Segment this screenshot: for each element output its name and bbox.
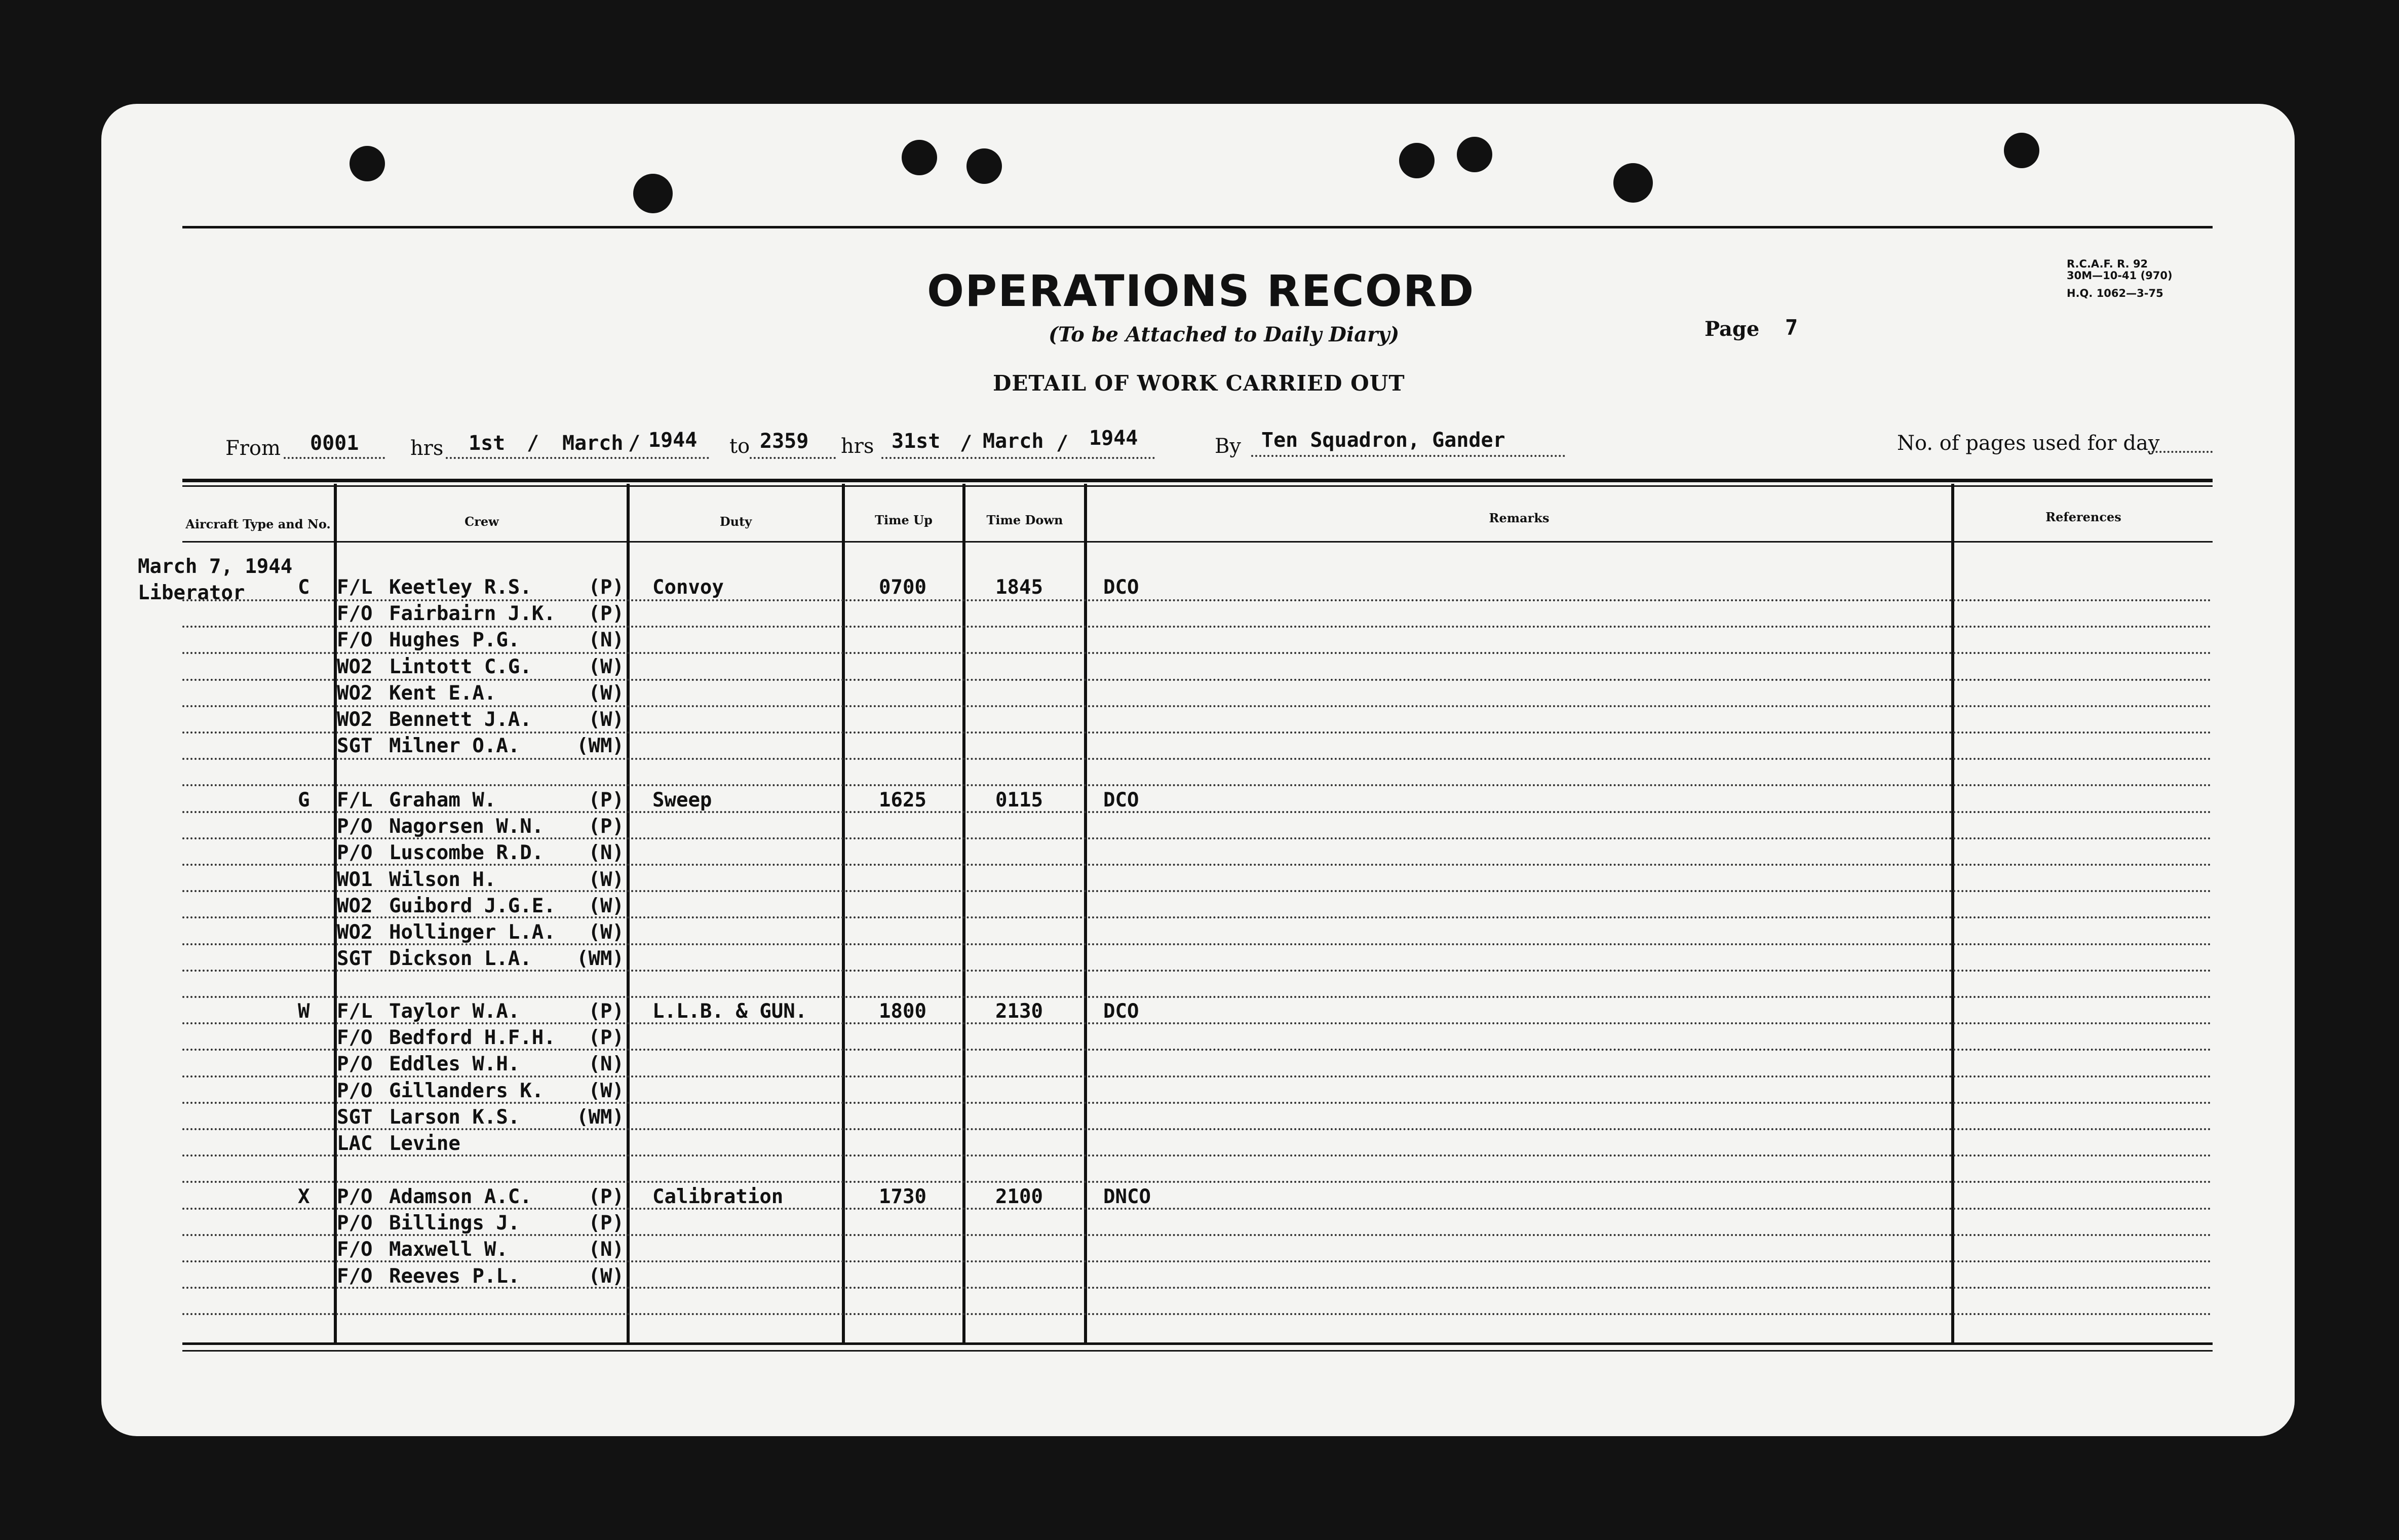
punch-hole [1399, 143, 1435, 178]
crew-role: (W) [588, 708, 624, 731]
crew-role: (P) [588, 1026, 624, 1049]
crew-rank: F/L [337, 1000, 373, 1023]
punch-hole [2004, 133, 2039, 168]
remarks: DCO [1103, 576, 1139, 599]
crew-rank: SGT [337, 1106, 373, 1129]
crew-rank: P/O [337, 1053, 373, 1075]
crew-name: Levine [389, 1132, 460, 1155]
by-unit: Ten Squadron, Gander [1261, 429, 1505, 452]
crew-name: Gillanders K. [389, 1080, 544, 1102]
to-time: 2359 [760, 430, 809, 453]
row-rule [182, 758, 2213, 760]
column-divider [842, 484, 845, 1345]
column-divider [627, 484, 630, 1345]
crew-name: Guibord J.G.E. [389, 895, 556, 917]
detail-heading: DETAIL OF WORK CARRIED OUT [993, 371, 1405, 396]
crew-rank: WO2 [337, 656, 373, 678]
time-down: 0115 [995, 789, 1043, 812]
to-label: to [729, 435, 750, 458]
column-header-time-up: Time Up [875, 513, 933, 527]
crew-role: (P) [588, 602, 624, 625]
crew-role: (W) [588, 1265, 624, 1288]
crew-rank: P/O [337, 1212, 373, 1235]
crew-name: Hollinger L.A. [389, 921, 556, 944]
crew-rank: P/O [337, 815, 373, 838]
crew-role: (N) [588, 1238, 624, 1261]
crew-role: (P) [588, 789, 624, 812]
crew-name: Bedford H.F.H. [389, 1026, 556, 1049]
crew-name: Taylor W.A. [389, 1000, 520, 1023]
row-rule [182, 599, 2213, 601]
table-bottom-rule-2 [182, 1350, 2213, 1352]
crew-rank: SGT [337, 947, 373, 970]
page-number: 7 [1785, 315, 1798, 340]
crew-role: (N) [588, 841, 624, 864]
separator-slash: / [527, 432, 539, 455]
time-down: 2100 [995, 1185, 1043, 1208]
column-divider [1951, 484, 1954, 1345]
page-label: Page [1705, 317, 1760, 341]
crew-name: Eddles W.H. [389, 1053, 520, 1075]
duty: Calibration [652, 1185, 784, 1208]
crew-role: (WM) [576, 1106, 624, 1129]
column-header-crew: Crew [465, 514, 499, 529]
crew-name: Keetley R.S. [389, 576, 532, 599]
crew-name: Dickson L.A. [389, 947, 532, 970]
crew-rank: F/O [337, 1026, 373, 1049]
punch-hole [1457, 137, 1492, 172]
to-day: 31st [892, 430, 941, 453]
punch-hole [350, 146, 385, 181]
from-date-underline [446, 457, 709, 459]
crew-rank: WO1 [337, 868, 373, 891]
crew-rank: SGT [337, 735, 373, 757]
by-underline [1251, 455, 1565, 457]
from-month: March [562, 432, 624, 455]
crew-rank: WO2 [337, 921, 373, 944]
aircraft-type: Liberator [138, 582, 245, 604]
crew-rank: P/O [337, 1080, 373, 1102]
crew-rank: F/O [337, 602, 373, 625]
aircraft-letter: C [298, 576, 310, 599]
crew-role: (P) [588, 1000, 624, 1023]
to-year: 1944 [1089, 427, 1138, 450]
punch-hole [1613, 163, 1653, 203]
table-top-rule [182, 479, 2213, 482]
hrs-label: hrs [841, 435, 874, 458]
crew-name: Bennett J.A. [389, 708, 532, 731]
top-rule [182, 226, 2213, 228]
punch-hole [966, 148, 1002, 184]
crew-role: (N) [588, 1053, 624, 1075]
crew-rank: P/O [337, 841, 373, 864]
remarks: DCO [1103, 1000, 1139, 1023]
row-rule [182, 705, 2213, 707]
hrs-label: hrs [410, 437, 444, 460]
crew-role: (W) [588, 656, 624, 678]
row-rule [182, 626, 2213, 628]
time-up: 0700 [879, 576, 926, 599]
pages-used-underline [2148, 451, 2213, 453]
crew-role: (W) [588, 868, 624, 891]
duty: Convoy [652, 576, 724, 599]
time-up: 1800 [879, 1000, 926, 1023]
column-header-references: References [2045, 510, 2121, 524]
to-month: March [983, 430, 1044, 453]
header-bottom-rule [182, 541, 2213, 543]
time-down: 1845 [995, 576, 1043, 599]
crew-rank: F/O [337, 1265, 373, 1288]
crew-name: Hughes P.G. [389, 629, 520, 651]
time-up: 1625 [879, 789, 926, 812]
entry-date: March 7, 1944 [138, 555, 293, 578]
crew-rank: F/O [337, 629, 373, 651]
crew-name: Luscombe R.D. [389, 841, 544, 864]
punch-hole [902, 140, 937, 175]
row-rule [182, 652, 2213, 654]
crew-role: (W) [588, 1080, 624, 1102]
crew-name: Graham W. [389, 789, 496, 812]
crew-role: (P) [588, 1185, 624, 1208]
punch-hole [633, 174, 673, 213]
to-date-underline [881, 457, 1155, 459]
crew-name: Fairbairn J.K. [389, 602, 556, 625]
crew-name: Kent E.A. [389, 682, 496, 705]
crew-rank: LAC [337, 1132, 373, 1155]
remarks: DNCO [1103, 1185, 1151, 1208]
crew-role: (N) [588, 629, 624, 651]
page-subtitle: (To be Attached to Daily Diary) [1049, 323, 1400, 346]
column-header-aircraft: Aircraft Type and No. [185, 517, 331, 531]
page-title: OPERATIONS RECORD [927, 266, 1475, 317]
remarks: DCO [1103, 789, 1139, 812]
crew-name: Adamson A.C. [389, 1185, 532, 1208]
from-year: 1944 [648, 429, 698, 452]
crew-name: Wilson H. [389, 868, 496, 891]
crew-rank: WO2 [337, 708, 373, 731]
crew-rank: F/L [337, 576, 373, 599]
by-label: By [1215, 435, 1241, 458]
aircraft-letter: W [298, 1000, 310, 1023]
row-rule [182, 1154, 2213, 1157]
column-divider [962, 484, 965, 1345]
from-label: From [225, 437, 281, 460]
separator-slash: / [628, 432, 641, 455]
duty: Sweep [652, 789, 712, 812]
aircraft-letter: X [298, 1185, 310, 1208]
to-time-underline [750, 457, 836, 459]
row-rule [182, 732, 2213, 734]
crew-role: (WM) [576, 735, 624, 757]
crew-name: Milner O.A. [389, 735, 520, 757]
row-rule [182, 1313, 2213, 1315]
column-divider [1084, 484, 1087, 1345]
crew-rank: P/O [337, 1185, 373, 1208]
time-up: 1730 [879, 1185, 926, 1208]
separator-slash: / [1056, 432, 1069, 455]
row-rule [182, 679, 2213, 681]
column-header-remarks: Remarks [1489, 511, 1550, 525]
row-rule [182, 1075, 2213, 1077]
crew-name: Maxwell W. [389, 1238, 508, 1261]
separator-slash: / [960, 432, 973, 455]
column-header-time-down: Time Down [986, 513, 1063, 527]
crew-rank: F/L [337, 789, 373, 812]
from-time-underline [284, 457, 385, 459]
crew-rank: WO2 [337, 895, 373, 917]
crew-role: (P) [588, 576, 624, 599]
crew-rank: F/O [337, 1238, 373, 1261]
row-rule [182, 1181, 2213, 1183]
crew-role: (W) [588, 895, 624, 917]
crew-name: Lintott C.G. [389, 656, 532, 678]
crew-name: Billings J. [389, 1212, 520, 1235]
aircraft-letter: G [298, 789, 310, 812]
row-rule [182, 784, 2213, 786]
crew-role: (W) [588, 921, 624, 944]
crew-name: Nagorsen W.N. [389, 815, 544, 838]
crew-role: (W) [588, 682, 624, 705]
pages-used-label: No. of pages used for day [1897, 432, 2160, 455]
column-header-duty: Duty [719, 514, 752, 529]
time-down: 2130 [995, 1000, 1043, 1023]
form-code: R.C.A.F. R. 92 30M—10-41 (970) H.Q. 1062—3-75 [2067, 258, 2173, 299]
duty: L.L.B. & GUN. [652, 1000, 807, 1023]
from-time: 0001 [310, 432, 359, 455]
table-bottom-rule [182, 1342, 2213, 1345]
crew-role: (P) [588, 815, 624, 838]
crew-name: Larson K.S. [389, 1106, 520, 1129]
crew-role: (P) [588, 1212, 624, 1235]
from-day: 1st [469, 432, 506, 455]
crew-role: (WM) [576, 947, 624, 970]
table-top-rule-2 [182, 485, 2213, 487]
row-rule [182, 996, 2213, 998]
crew-rank: WO2 [337, 682, 373, 705]
crew-name: Reeves P.L. [389, 1265, 520, 1288]
